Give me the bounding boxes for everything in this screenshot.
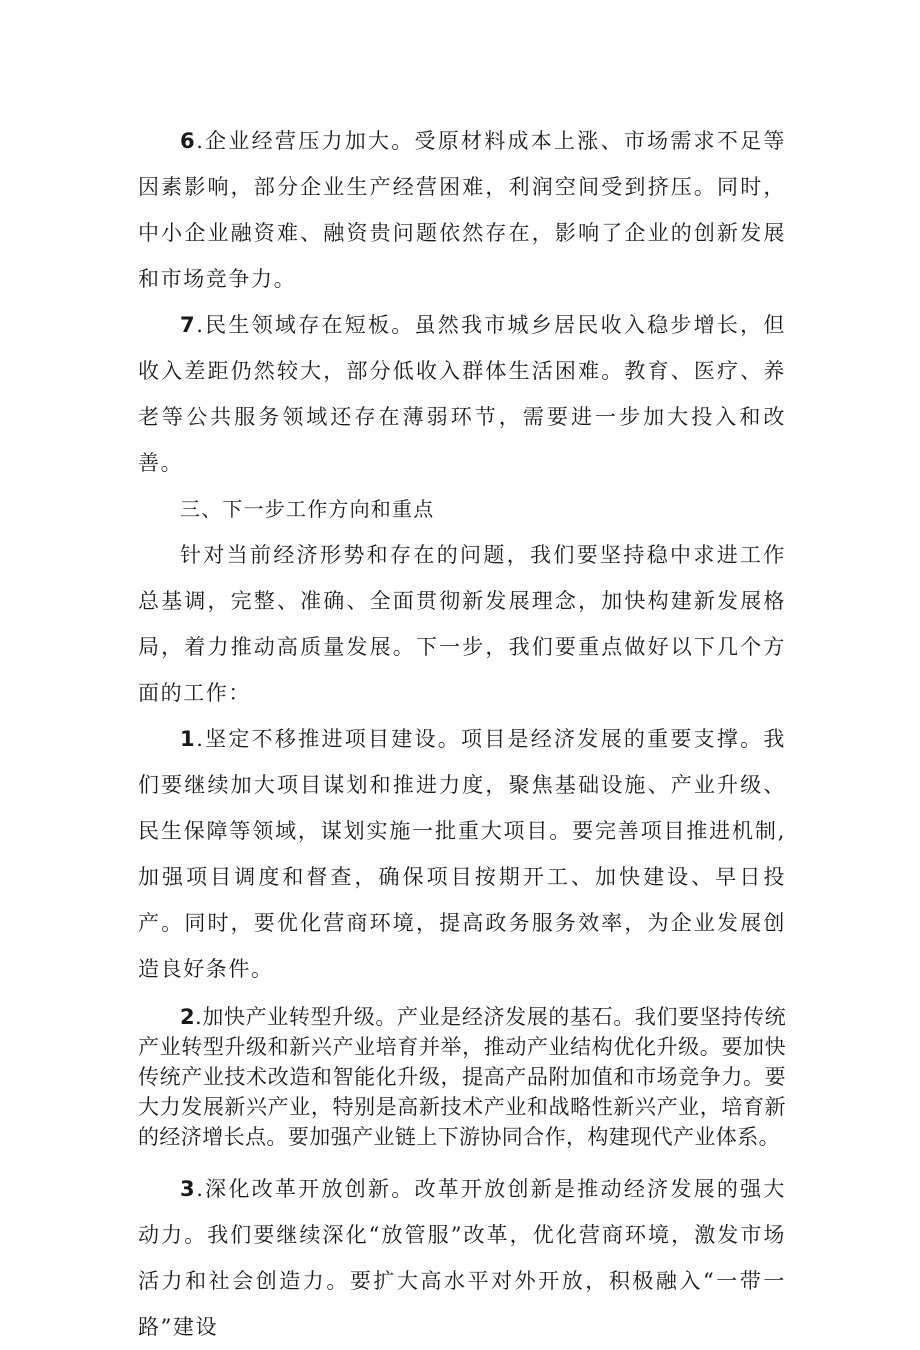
item-number: 3 [180,1177,197,1201]
paragraph-item-6 [138,118,786,302]
paragraph-item-3 [138,1166,786,1350]
paragraph-text: .深化改革开放创新。改革开放创新是推动经济发展的强大动力。我们要继续深化“放管服”改革，优化营商环境，激发市场活力和社会创造力。要扩大高水平对外开放，积极融入“一带一路”建设 [138,1177,786,1339]
paragraph-intro: 针对当前经济形势和存在的问题，我们要坚持稳中求进工作总基调，完整、准确、全面贯彻新发展理念，加快构建新发展格局，着力推动高质量发展。下一步，我们要重点做好以下几个方面的工作： [138,543,786,705]
item-number: 1 [180,727,197,751]
paragraph-text: .企业经营压力加大。受原材料成本上涨、市场需求不足等因素影响，部分企业生产经营困难，利润空间受到挤压。同时，中小企业融资难、融资贵问题依然存在，影响了企业的创新发展和市场竞争力。 [138,129,786,291]
paragraph-text: .民生领域存在短板。虽然我市城乡居民收入稳步增长，但收入差距仍然较大，部分低收入群体生活困难。教育、医疗、养老等公共服务领域还存在薄弱环节，需要进一步加大投入和改善。 [138,313,786,475]
paragraph-item-2 [138,1002,786,1152]
item-number: 6 [180,129,197,153]
section-heading: 三、下一步工作方向和重点 [180,497,435,521]
document-page [138,118,786,1350]
paragraph-text: .加快产业转型升级。产业是经济发展的基石。我们要坚持传统产业转型升级和新兴产业培育并举，推动产业结构优化升级。要加快传统产业技术改造和智能化升级，提高产品附加值和市场竞争力。要大力发展新兴产业，特别是高新技术产业和战略性新兴产业，培育新的经济增长点。要加强产业链上下游协同合作，构建现代产业体系。 [138,1005,786,1149]
paragraph-text: .坚定不移推进项目建设。项目是经济发展的重要支撑。我们要继续加大项目谋划和推进力度，聚焦基础设施、产业升级、民生保障等领域，谋划实施一批重大项目。要完善项目推进机制,加强项目调度和督查，确保项目按期开工、加快建设、早日投产。同时，要优化营商环境，提高政务服务效率，为企业发展创造良好条件。 [138,727,786,981]
paragraph-item-1 [138,716,786,992]
item-number: 2 [180,1005,196,1029]
paragraph-item-7 [138,302,786,486]
item-number: 7 [180,313,197,337]
